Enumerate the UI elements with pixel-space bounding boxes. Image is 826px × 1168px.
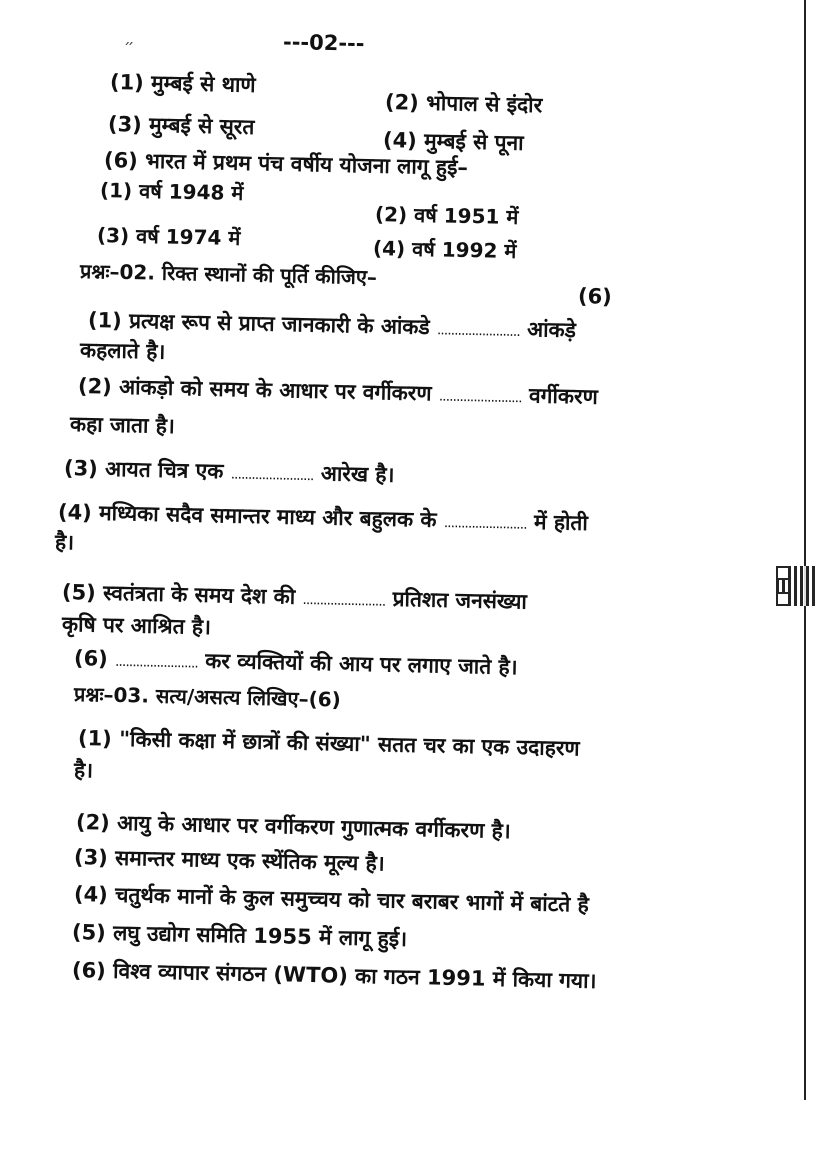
option: (1) मुम्बई से थाणे [109, 70, 256, 98]
option: (3) वर्ष 1974 में [96, 223, 241, 251]
q2-item-4: (4) मध्यिका सदैव समान्तर माध्य और बहुलक के ........................ में होती [57, 500, 589, 536]
section-heading-q2: प्रश्नः–02. रिक्त स्थानों की पूर्ति कीजिए– [79, 259, 378, 290]
q3-item: (2) आयु के आधार पर वर्गीकरण गुणात्मक वर्गीकरण है। [75, 810, 511, 844]
q3-item: (1) "किसी कक्षा में छात्रों की संख्या" सतत चर का एक उदाहरण [77, 726, 580, 761]
option: (4) मुम्बई से पूना [382, 128, 524, 155]
q2-item-4-cont: है। [54, 530, 75, 555]
page-edge-line [804, 0, 806, 1100]
q3-item: (5) लघु उद्योग समिति 1955 में लागू हुई। [71, 920, 408, 952]
q2-item-2: (2) आंकड़ो को समय के आधार पर वर्गीकरण ........................ वर्गीकरण [77, 374, 599, 409]
q2-item-1: (1) प्रत्यक्ष रूप से प्राप्त जानकारी के आंकडे ........................ आंकड़े [87, 308, 577, 343]
q2-item-5-cont: कृषि पर आश्रित है। [61, 612, 212, 640]
q3-item: (6) विश्व व्यापार संगठन (WTO) का गठन 1991 में किया गया। [71, 958, 597, 993]
q3-item-cont: है। [73, 758, 94, 783]
q2-item-3: (3) आयत चित्र एक ........................ आरेख है। [63, 456, 395, 487]
option: (4) वर्ष 1992 में [372, 236, 517, 264]
option: (2) वर्ष 1951 में [374, 202, 519, 230]
q3-item: (4) चतुर्थक मानों के कुल समुच्चय को चार बराबर भागों में बांटते है [73, 882, 589, 917]
option: (1) वर्ष 1948 में [99, 178, 244, 206]
q2-item-6: (6) ........................ कर व्यक्तियों की आय पर लगाए जाते है। [73, 646, 518, 680]
q2-item-1-cont: कहलाते है। [79, 338, 166, 364]
option: (3) मुम्बई से सूरत [107, 112, 255, 140]
section-heading-q3: प्रश्नः–03. सत्य/असत्य लिखिए–(6) [73, 682, 342, 712]
marks: (6) [577, 284, 613, 309]
question-text: (6) भारत में प्रथम पंच वर्षीय योजना लागू हुई– [103, 148, 469, 180]
option: (2) भोपाल से इंदोर [384, 90, 543, 118]
q2-item-2-cont: कहा जाता है। [69, 412, 176, 439]
page-number: ---02--- [282, 30, 365, 56]
q2-item-5: (5) स्वतंत्रता के समय देश की ........................ प्रतिशत जनसंख्या [61, 580, 528, 614]
q3-item: (3) समान्तर माध्य एक स्थेंतिक मूल्य है। [73, 845, 386, 876]
qr-code [776, 566, 816, 606]
scan-mark: ״ [124, 36, 135, 55]
